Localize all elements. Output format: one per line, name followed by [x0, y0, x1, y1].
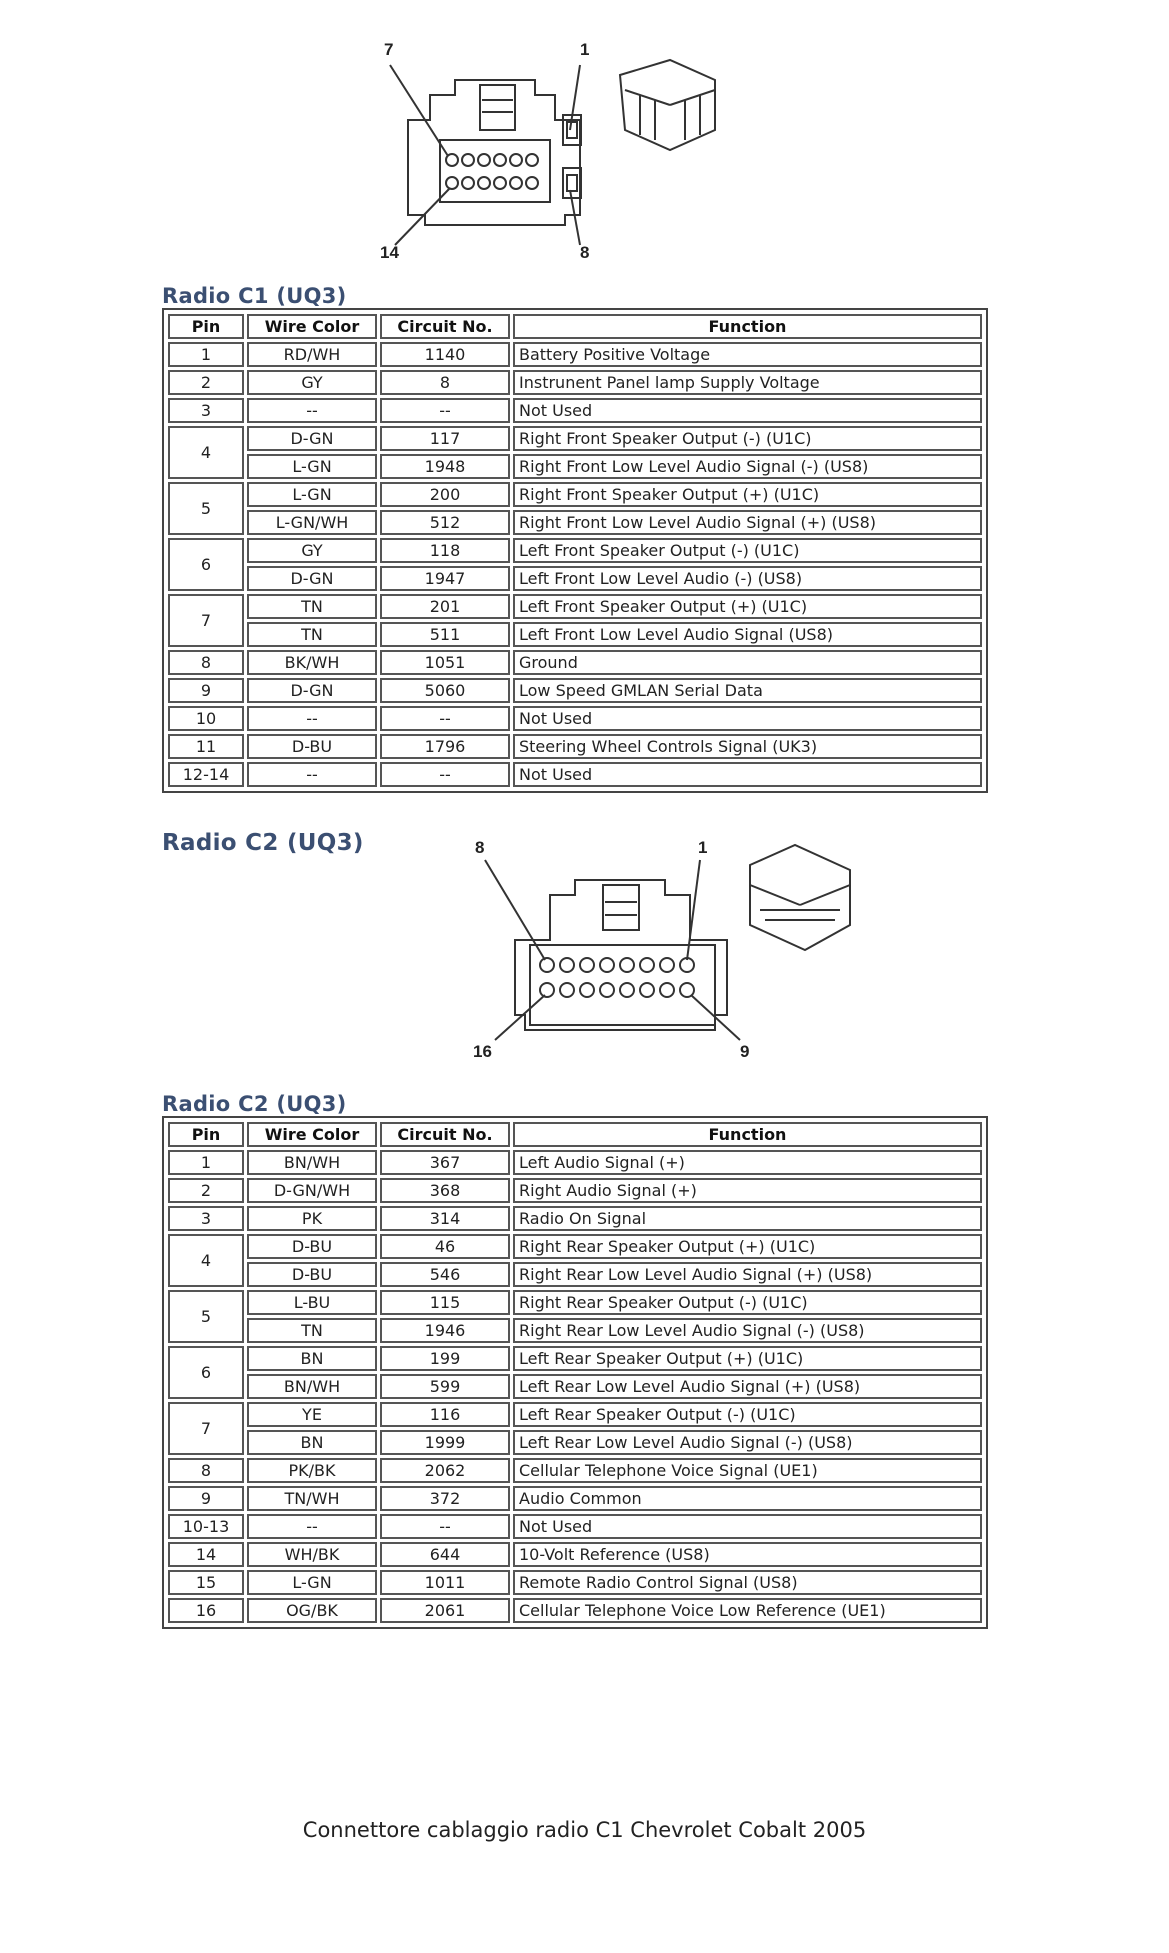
wire-color-cell: TN: [247, 622, 377, 647]
circuit-no-cell: --: [380, 398, 510, 423]
table-row: [168, 734, 982, 759]
circuit-no-cell: 1946: [380, 1318, 510, 1343]
circuit-no-cell: 546: [380, 1262, 510, 1287]
wire-color-cell: L-GN/WH: [247, 510, 377, 535]
wire-color-cell: --: [247, 706, 377, 731]
function-cell: Not Used: [513, 398, 982, 423]
table-row: [168, 1402, 982, 1427]
wire-color-cell: D-BU: [247, 1234, 377, 1259]
circuit-no-cell: 2062: [380, 1458, 510, 1483]
function-cell: Left Rear Speaker Output (+) (U1C): [513, 1346, 982, 1371]
table-row: [168, 342, 982, 367]
pin-cell: 9: [168, 1486, 244, 1511]
circuit-no-cell: 115: [380, 1290, 510, 1315]
pin-cell: 4: [168, 426, 244, 479]
wire-color-cell: D-GN/WH: [247, 1178, 377, 1203]
table-row: [168, 1458, 982, 1483]
wire-color-cell: OG/BK: [247, 1598, 377, 1623]
circuit-no-cell: 8: [380, 370, 510, 395]
wire-color-cell: BN/WH: [247, 1374, 377, 1399]
circuit-no-cell: 116: [380, 1402, 510, 1427]
c2-callout-16: 16: [473, 1042, 492, 1061]
c2-section-heading: Radio C2 (UQ3): [162, 830, 364, 856]
circuit-no-cell: 1140: [380, 342, 510, 367]
circuit-no-cell: 1051: [380, 650, 510, 675]
wire-color-cell: TN: [247, 594, 377, 619]
circuit-no-cell: 372: [380, 1486, 510, 1511]
wire-color-cell: L-GN: [247, 1570, 377, 1595]
wire-color-cell: TN: [247, 1318, 377, 1343]
wire-color-cell: BN/WH: [247, 1150, 377, 1175]
function-cell: Left Audio Signal (+): [513, 1150, 982, 1175]
header-pin: Pin: [168, 314, 244, 339]
header-wire-color: Wire Color: [247, 1122, 377, 1147]
pin-cell: 3: [168, 1206, 244, 1231]
function-cell: Left Front Speaker Output (+) (U1C): [513, 594, 982, 619]
function-cell: Low Speed GMLAN Serial Data: [513, 678, 982, 703]
table-row: [168, 1430, 982, 1455]
function-cell: Instrunent Panel lamp Supply Voltage: [513, 370, 982, 395]
c1-connector-diagram: [370, 40, 750, 270]
pin-cell: 1: [168, 342, 244, 367]
table-row: [168, 566, 982, 591]
header-function: Function: [513, 1122, 982, 1147]
circuit-no-cell: --: [380, 762, 510, 787]
c2-callout-8: 8: [475, 838, 485, 857]
function-cell: Battery Positive Voltage: [513, 342, 982, 367]
pin-cell: 5: [168, 482, 244, 535]
pin-cell: 2: [168, 1178, 244, 1203]
table-row: [168, 1178, 982, 1203]
function-cell: Ground: [513, 650, 982, 675]
wire-color-cell: --: [247, 398, 377, 423]
circuit-no-cell: 367: [380, 1150, 510, 1175]
circuit-no-cell: 118: [380, 538, 510, 563]
table-row: [168, 1486, 982, 1511]
table-row: [168, 510, 982, 535]
table-row: [168, 1290, 982, 1315]
pin-cell: 7: [168, 594, 244, 647]
pin-cell: 15: [168, 1570, 244, 1595]
wire-color-cell: TN/WH: [247, 1486, 377, 1511]
wire-color-cell: L-BU: [247, 1290, 377, 1315]
pin-cell: 3: [168, 398, 244, 423]
wire-color-cell: --: [247, 762, 377, 787]
wire-color-cell: D-GN: [247, 566, 377, 591]
function-cell: Right Rear Speaker Output (-) (U1C): [513, 1290, 982, 1315]
c1-table-title: Radio C1 (UQ3): [162, 284, 347, 308]
function-cell: Not Used: [513, 1514, 982, 1539]
table-row: [168, 678, 982, 703]
circuit-no-cell: 512: [380, 510, 510, 535]
circuit-no-cell: 1947: [380, 566, 510, 591]
circuit-no-cell: 511: [380, 622, 510, 647]
wire-color-cell: D-BU: [247, 734, 377, 759]
c2-pinout-table: [162, 1116, 988, 1629]
wire-color-cell: PK: [247, 1206, 377, 1231]
function-cell: Remote Radio Control Signal (US8): [513, 1570, 982, 1595]
function-cell: 10-Volt Reference (US8): [513, 1542, 982, 1567]
circuit-no-cell: 314: [380, 1206, 510, 1231]
function-cell: Right Front Speaker Output (+) (U1C): [513, 482, 982, 507]
table-row: [168, 1542, 982, 1567]
function-cell: Left Rear Low Level Audio Signal (-) (US8): [513, 1430, 982, 1455]
pin-cell: 8: [168, 1458, 244, 1483]
circuit-no-cell: 46: [380, 1234, 510, 1259]
function-cell: Steering Wheel Controls Signal (UK3): [513, 734, 982, 759]
wire-color-cell: D-GN: [247, 426, 377, 451]
c2-callout-9: 9: [740, 1042, 750, 1061]
table-row: [168, 1318, 982, 1343]
pin-cell: 4: [168, 1234, 244, 1287]
wire-color-cell: WH/BK: [247, 1542, 377, 1567]
c2-table-title: Radio C2 (UQ3): [162, 1092, 347, 1116]
circuit-no-cell: 1796: [380, 734, 510, 759]
function-cell: Left Front Low Level Audio (-) (US8): [513, 566, 982, 591]
table-row: [168, 1570, 982, 1595]
function-cell: Left Front Low Level Audio Signal (US8): [513, 622, 982, 647]
table-row: [168, 454, 982, 479]
table-row: [168, 1374, 982, 1399]
header-function: Function: [513, 314, 982, 339]
table-row: [168, 1598, 982, 1623]
circuit-no-cell: --: [380, 1514, 510, 1539]
function-cell: Right Rear Low Level Audio Signal (+) (US8): [513, 1262, 982, 1287]
table-row: [168, 1206, 982, 1231]
function-cell: Left Rear Speaker Output (-) (U1C): [513, 1402, 982, 1427]
wire-color-cell: GY: [247, 370, 377, 395]
circuit-no-cell: 2061: [380, 1598, 510, 1623]
circuit-no-cell: 599: [380, 1374, 510, 1399]
table-row: [168, 538, 982, 563]
circuit-no-cell: 368: [380, 1178, 510, 1203]
circuit-no-cell: 1948: [380, 454, 510, 479]
table-row: [168, 762, 982, 787]
wire-color-cell: L-GN: [247, 482, 377, 507]
wire-color-cell: D-GN: [247, 678, 377, 703]
function-cell: Right Front Low Level Audio Signal (-) (US8): [513, 454, 982, 479]
table-row: [168, 1514, 982, 1539]
c1-callout-7: 7: [384, 40, 394, 59]
pin-cell: 16: [168, 1598, 244, 1623]
c1-callout-1: 1: [580, 40, 590, 59]
wire-color-cell: BK/WH: [247, 650, 377, 675]
function-cell: Right Audio Signal (+): [513, 1178, 982, 1203]
c1-callout-8: 8: [580, 243, 590, 262]
c2-callout-1: 1: [698, 838, 708, 857]
function-cell: Right Rear Speaker Output (+) (U1C): [513, 1234, 982, 1259]
table-row: [168, 426, 982, 451]
function-cell: Not Used: [513, 762, 982, 787]
table-row: [168, 622, 982, 647]
circuit-no-cell: 117: [380, 426, 510, 451]
c2-connector-drawing: [465, 830, 875, 1070]
table-row: [168, 1262, 982, 1287]
table-row: [168, 594, 982, 619]
function-cell: Left Front Speaker Output (-) (U1C): [513, 538, 982, 563]
function-cell: Right Front Low Level Audio Signal (+) (US8): [513, 510, 982, 535]
function-cell: Radio On Signal: [513, 1206, 982, 1231]
header-wire-color: Wire Color: [247, 314, 377, 339]
circuit-no-cell: 1011: [380, 1570, 510, 1595]
header-circuit-no: Circuit No.: [380, 1122, 510, 1147]
pin-cell: 7: [168, 1402, 244, 1455]
pin-cell: 9: [168, 678, 244, 703]
function-cell: Left Rear Low Level Audio Signal (+) (US8): [513, 1374, 982, 1399]
circuit-no-cell: 200: [380, 482, 510, 507]
pin-cell: 8: [168, 650, 244, 675]
pin-cell: 5: [168, 1290, 244, 1343]
function-cell: Cellular Telephone Voice Signal (UE1): [513, 1458, 982, 1483]
table-row: [168, 650, 982, 675]
c1-pinout-table: [162, 308, 988, 793]
circuit-no-cell: 199: [380, 1346, 510, 1371]
circuit-no-cell: 201: [380, 594, 510, 619]
function-cell: Right Rear Low Level Audio Signal (-) (US8): [513, 1318, 982, 1343]
pin-cell: 14: [168, 1542, 244, 1567]
pin-cell: 6: [168, 1346, 244, 1399]
pin-cell: 2: [168, 370, 244, 395]
pin-cell: 6: [168, 538, 244, 591]
wire-color-cell: --: [247, 1514, 377, 1539]
wire-color-cell: BN: [247, 1346, 377, 1371]
table-row: [168, 1346, 982, 1371]
table-row: [168, 706, 982, 731]
function-cell: Not Used: [513, 706, 982, 731]
table-row: [168, 482, 982, 507]
header-pin: Pin: [168, 1122, 244, 1147]
pin-cell: 11: [168, 734, 244, 759]
table-row: [168, 1150, 982, 1175]
table-row: [168, 1234, 982, 1259]
c1-callout-14: 14: [380, 243, 399, 262]
pin-cell: 10-13: [168, 1514, 244, 1539]
header-circuit-no: Circuit No.: [380, 314, 510, 339]
function-cell: Right Front Speaker Output (-) (U1C): [513, 426, 982, 451]
wire-color-cell: GY: [247, 538, 377, 563]
wire-color-cell: RD/WH: [247, 342, 377, 367]
wire-color-cell: D-BU: [247, 1262, 377, 1287]
circuit-no-cell: 644: [380, 1542, 510, 1567]
circuit-no-cell: --: [380, 706, 510, 731]
pin-cell: 10: [168, 706, 244, 731]
c1-connector-drawing: [370, 40, 750, 270]
table-row: [168, 398, 982, 423]
wire-color-cell: L-GN: [247, 454, 377, 479]
table-row: [168, 370, 982, 395]
image-caption: Connettore cablaggio radio C1 Chevrolet Cobalt 2005: [302, 1818, 867, 1842]
wire-color-cell: BN: [247, 1430, 377, 1455]
circuit-no-cell: 5060: [380, 678, 510, 703]
function-cell: Cellular Telephone Voice Low Reference (UE1): [513, 1598, 982, 1623]
wire-color-cell: YE: [247, 1402, 377, 1427]
circuit-no-cell: 1999: [380, 1430, 510, 1455]
pin-cell: 1: [168, 1150, 244, 1175]
wire-color-cell: PK/BK: [247, 1458, 377, 1483]
pin-cell: 12-14: [168, 762, 244, 787]
c2-connector-diagram: [465, 830, 875, 1070]
function-cell: Audio Common: [513, 1486, 982, 1511]
